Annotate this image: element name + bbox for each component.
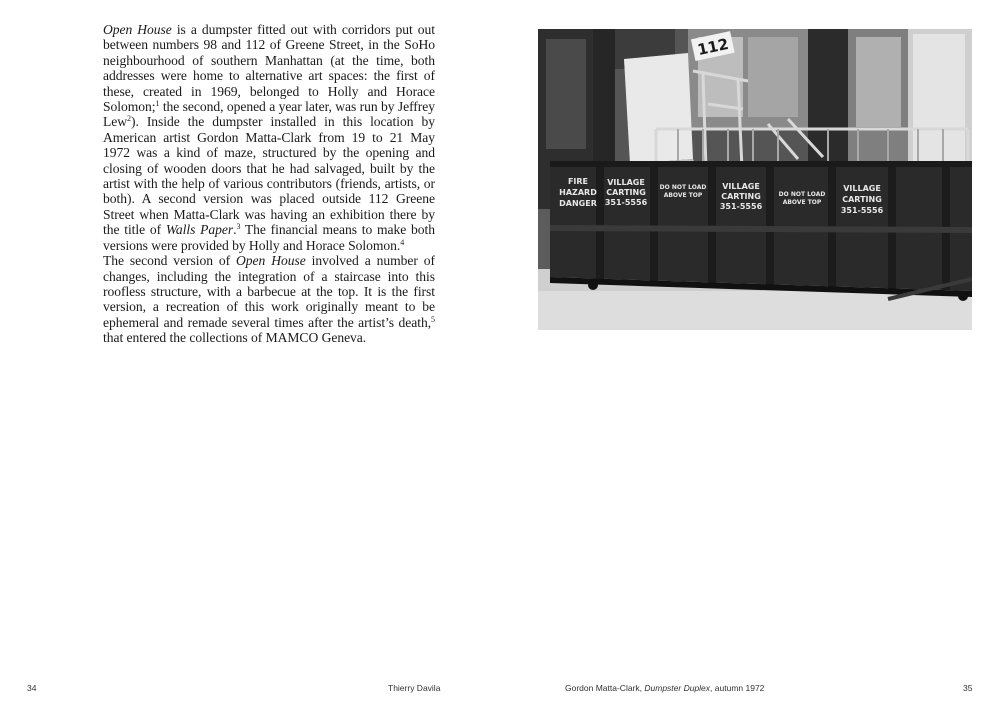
photo-caption: Gordon Matta-Clark, Dumpster Duplex, autumn 1972 [565,683,765,693]
stencil-line: DO NOT LOAD [659,184,707,191]
stencil-line: 351-5556 [840,206,884,215]
stencil-line: CARTING [842,195,882,204]
running-author: Thierry Davila [388,683,441,693]
footnote-ref-3: 3 [236,222,241,232]
stencil-line: VILLAGE [607,178,645,187]
caption-title: Dumpster Duplex [644,683,711,693]
building-number: 112 [695,34,731,60]
title-open-house-2: Open House [236,253,306,269]
footnote-ref-5: 5 [431,314,435,324]
stencil-line: 351-5556 [719,202,763,211]
dumpster-photo [538,29,972,330]
stencil-line: DO NOT LOAD [778,191,826,198]
stencil-line: 351-5556 [604,198,648,207]
right-page-number: 35 [963,683,973,693]
stencil-line: ABOVE TOP [782,199,822,206]
stencil-line: CARTING [721,192,761,201]
stencil-line: CARTING [606,188,646,197]
title-walls-paper: Walls Paper [165,222,234,238]
paragraph-2: The second version of Open House involved a number of changes, including the integration of a staircase into this roofless structure, with a barbecue at the top. It is the first version, a recreation of this work originally meant to be ephemeral and remade several times after the artist’s death,$^5$ that entered the collections of MAMCO Geneva. [103,253,435,346]
stencil-line: FIRE [567,177,589,186]
stencil-line: VILLAGE [843,184,881,193]
stencil-line: VILLAGE [722,182,760,191]
footnote-ref-4: 4 [400,237,405,247]
stencil-line: DANGER [559,199,597,208]
footnote-ref-1: 1 [155,99,160,109]
stencil-line: ABOVE TOP [663,192,703,199]
body-text [103,22,435,346]
title-open-house: Open House [103,22,172,37]
footnote-ref-2: 2 [127,114,131,124]
stencil-line: HAZARD [559,188,597,197]
left-page-number: 34 [27,683,37,693]
paragraph-1: Open House is a dumpster fitted out with corridors put out between numbers 98 and 112 of Greene Street, in the SoHo neighbourhood of southern Manhattan (at the time, both addresses were home to alternative art spaces: the first of these, created in 1969, belonged to Holly and Horace Solomon;$^1$ the second, opened a year later, was run by Jeffrey Lew$^2$). Inside the dumpster installed in this location by American artist Gordon Matta-Clark from 19 to 21 May 1972 was a kind of maze, structured by the opening and closing of wooden doors that he had salvaged, built by the artist with the help of various contributors (friends, artists, or both). A second version was placed outside 112 Greene Street when Matta-Clark was having an exhibition there by the title of Walls Paper.$^3$ The financial means to make both versions were provided by Holly and Horace Solomon.$^4$ [103,22,435,253]
